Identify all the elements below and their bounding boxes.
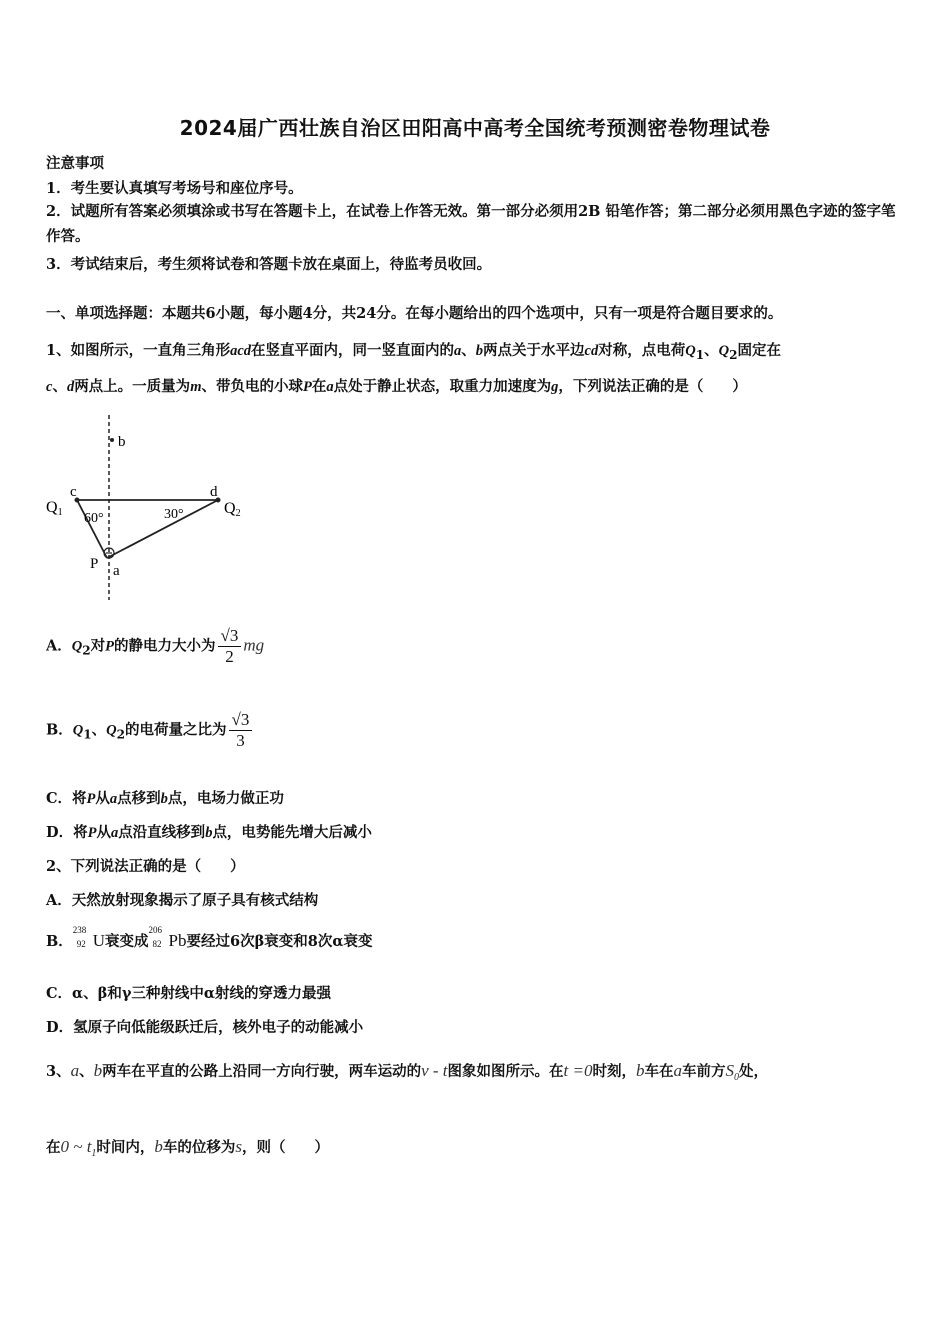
q3-stem-line2: 在0 ~ $t_1$时间内，b车的位移为s，则（ ） (46, 1137, 330, 1159)
point-b (110, 438, 114, 442)
q2-option-a: A．天然放射现象揭示了原子具有核式结构 (46, 892, 319, 909)
notice-heading: 注意事项 (46, 155, 104, 172)
q1-stem-line2: c、d两点上。一质量为m、带负电的小球P在a点处于静止状态，取重力加速度为g，下列说法正确的是（ ） (46, 378, 747, 395)
isotope-pb206: 206 82 Pb (148, 925, 187, 950)
label-b: b (118, 434, 126, 450)
q1-option-d: D．将P从a点沿直线移到b点，电势能先增大后减小 (46, 824, 372, 841)
q2-option-b: B． 238 92 U衰变成 206 82 Pb要经过6次β衰变和8次α衰变 (46, 925, 373, 950)
notice-item-1: 1．考生要认真填写考场号和座位序号。 (46, 180, 303, 197)
label-a: a (113, 563, 120, 579)
side-da (107, 500, 218, 558)
isotope-u238: 238 92 U (72, 925, 106, 950)
q3-stem-line1: 3、a、b两车在平直的公路上沿同一方向行驶，两车运动的v - t图象如图所示。在t =0时刻，b车在a车前方$S_0$处， (46, 1061, 768, 1083)
q1-option-c: C．将P从a点移到b点，电场力做正功 (46, 790, 284, 807)
fraction-sqrt3-over-3: $\frac{√3}{3}$ (229, 710, 253, 751)
section-heading: 一、单项选择题：本题共6小题，每小题4分，共24分。在每小题给出的四个选项中，只有一项是符合题目要求的。 (46, 305, 783, 322)
q2-option-d: D．氢原子向低能级跃迁后，核外电子的动能减小 (46, 1019, 364, 1036)
label-q1: Q1 (46, 499, 63, 518)
q1-option-b: B．$Q_1$、$Q_2$的电荷量之比为 $\frac{√3}{3}$ (46, 710, 254, 751)
label-d: d (210, 484, 218, 500)
angle-60-label: 60° (84, 511, 104, 526)
notice-item-3: 3．考试结束后，考生须将试卷和答题卡放在桌面上，待监考员收回。 (46, 256, 492, 273)
q1-option-a: A．$Q_2$对P的静电力大小为 $\frac{√3}{2}$ mg (46, 626, 265, 666)
label-c: c (70, 484, 77, 500)
angle-30-label: 30° (164, 507, 184, 522)
q2-stem: 2、下列说法正确的是（ ） (46, 858, 245, 875)
side-ca (77, 500, 107, 558)
q1-stem-line1: 1、如图所示，一直角三角形acd在竖直平面内，同一竖直面内的a、b两点关于水平边cd对称，点电荷$Q_1$、$Q_2$固定在 (46, 342, 781, 362)
q1-triangle-figure (40, 410, 260, 605)
page-title: 2024届广西壮族自治区田阳高中高考全国统考预测密卷物理试卷 (179, 116, 771, 140)
notice-item-2: 2．试题所有答案必须填涂或书写在答题卡上，在试卷上作答无效。第一部分必须用2B 铅笔作答；第二部分必须用黑色字迹的签字笔作答。 (46, 203, 896, 245)
label-p: P (90, 556, 99, 572)
fraction-sqrt3-over-2: $\frac{√3}{2}$ (218, 626, 242, 667)
label-q2: Q2 (224, 500, 241, 519)
q2-option-c: C．α、β和γ三种射线中α射线的穿透力最强 (46, 985, 332, 1002)
